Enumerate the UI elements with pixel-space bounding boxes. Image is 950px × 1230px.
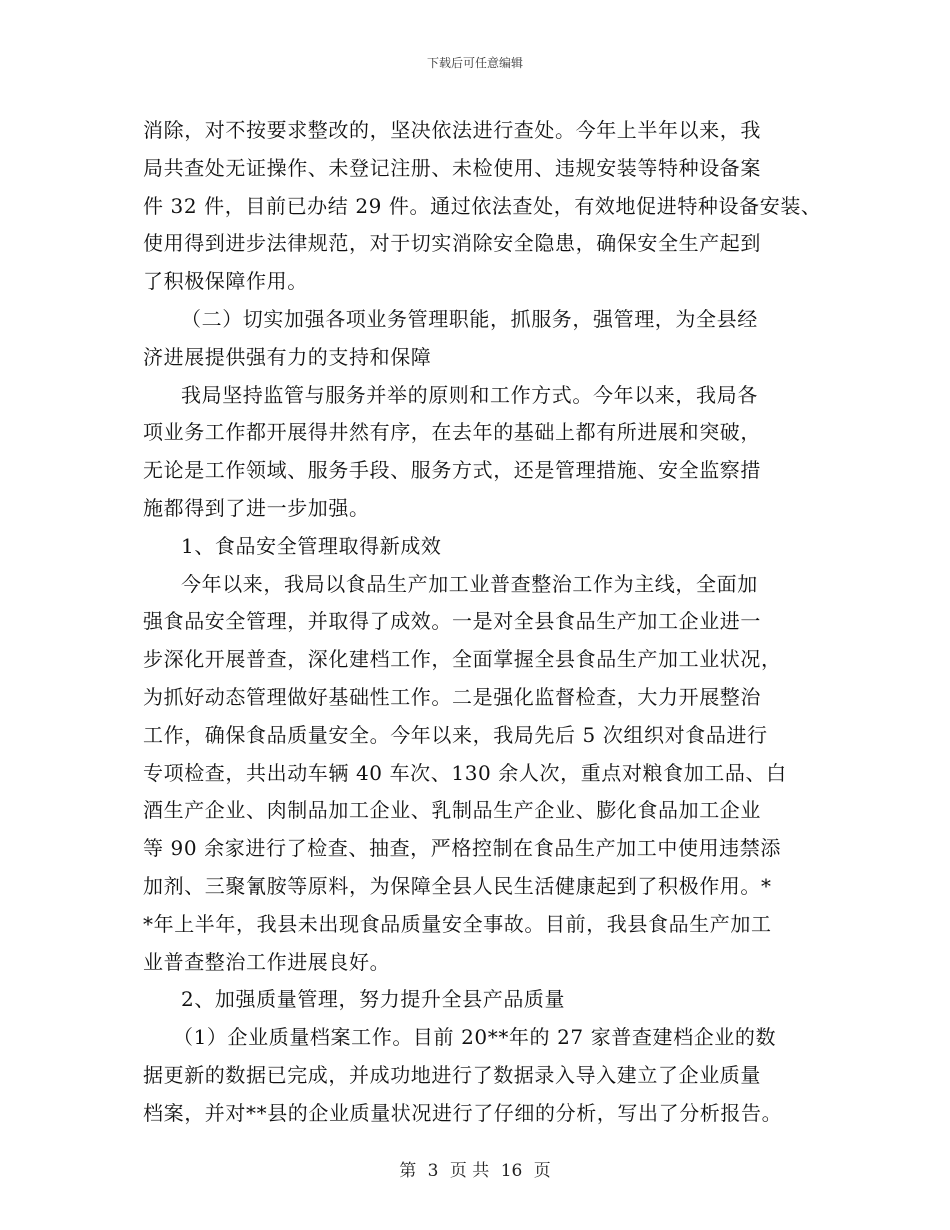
- text-line: 使用得到进步法律规范，对于切实消除安全隐患，确保安全生产起到: [143, 231, 761, 256]
- footer-middle: 页 共: [449, 1161, 490, 1181]
- text-line: 等 90 余家进行了检查、抽查，严格控制在食品生产加工中使用违禁添: [143, 836, 781, 861]
- text-line: 工作，确保食品质量安全。今年以来，我局先后 5 次组织对食品进行: [143, 722, 768, 747]
- document-body: [143, 112, 843, 1133]
- page-header-note: 下载后可任意编辑: [426, 56, 523, 70]
- text-line: 项业务工作都开展得井然有序，在去年的基础上都有所进展和突破，: [143, 420, 761, 445]
- text-line: 了积极保障作用。: [143, 269, 308, 294]
- section-heading-continued: 济进展提供强有力的支持和保障: [143, 344, 432, 369]
- paragraph-start: 我局坚持监管与服务并举的原则和工作方式。今年以来，我局各: [181, 382, 758, 407]
- text-line: 件 32 件，目前已办结 29 件。通过依法查处，有效地促进特种设备安装、: [143, 193, 822, 218]
- subsection-heading: 1、食品安全管理取得新成效: [181, 533, 442, 558]
- text-line: 消除，对不按要求整改的，坚决依法进行查处。今年上半年以来，我: [143, 118, 761, 142]
- text-line: 加剂、三聚氰胺等原料，为保障全县人民生活健康起到了积极作用。*: [143, 873, 772, 898]
- text-line: 施都得到了进一步加强。: [143, 495, 370, 520]
- text-line: 无论是工作领域、服务手段、服务方式，还是管理措施、安全监察措: [143, 458, 761, 483]
- text-line: 据更新的数据已完成，并成功地进行了数据录入导入建立了企业质量: [143, 1062, 761, 1087]
- paragraph-start: 今年以来，我局以食品生产加工业普查整治工作为主线，全面加: [181, 571, 758, 596]
- footer-prefix: 第: [399, 1161, 417, 1181]
- current-page-number: 3: [427, 1161, 439, 1181]
- text-line: 档案，并对**县的企业质量状况进行了仔细的分析，写出了分析报告。: [143, 1100, 783, 1125]
- text-line: 业普查整治工作进展良好。: [143, 949, 391, 974]
- footer-suffix: 页: [533, 1161, 551, 1181]
- text-line: *年上半年，我县未出现食品质量安全事故。目前，我县食品生产加工: [143, 911, 772, 936]
- total-page-count: 16: [500, 1161, 523, 1181]
- text-line: 为抓好动态管理做好基础性工作。二是强化监督检查，大力开展整治: [143, 684, 761, 709]
- subsection-heading: 2、加强质量管理，努力提升全县产品质量: [181, 987, 566, 1012]
- page-footer: [0, 1156, 950, 1181]
- text-line: 局共查处无证操作、未登记注册、未检使用、违规安装等特种设备案: [143, 155, 761, 180]
- text-line: 强食品安全管理，并取得了成效。一是对全县食品生产加工企业进一: [143, 609, 761, 634]
- paragraph-start: （1）企业质量档案工作。目前 20**年的 27 家普查建档企业的数: [173, 1025, 777, 1050]
- text-line: 专项检查，共出动车辆 40 车次、130 余人次，重点对粮食加工品、白: [143, 760, 787, 785]
- text-line: 酒生产企业、肉制品加工企业、乳制品生产企业、膨化食品加工企业: [143, 798, 761, 823]
- text-line: 步深化开展普查，深化建档工作，全面掌握全县食品生产加工业状况，: [143, 647, 782, 672]
- section-heading: （二）切实加强各项业务管理职能，抓服务，强管理，为全县经: [181, 306, 758, 331]
